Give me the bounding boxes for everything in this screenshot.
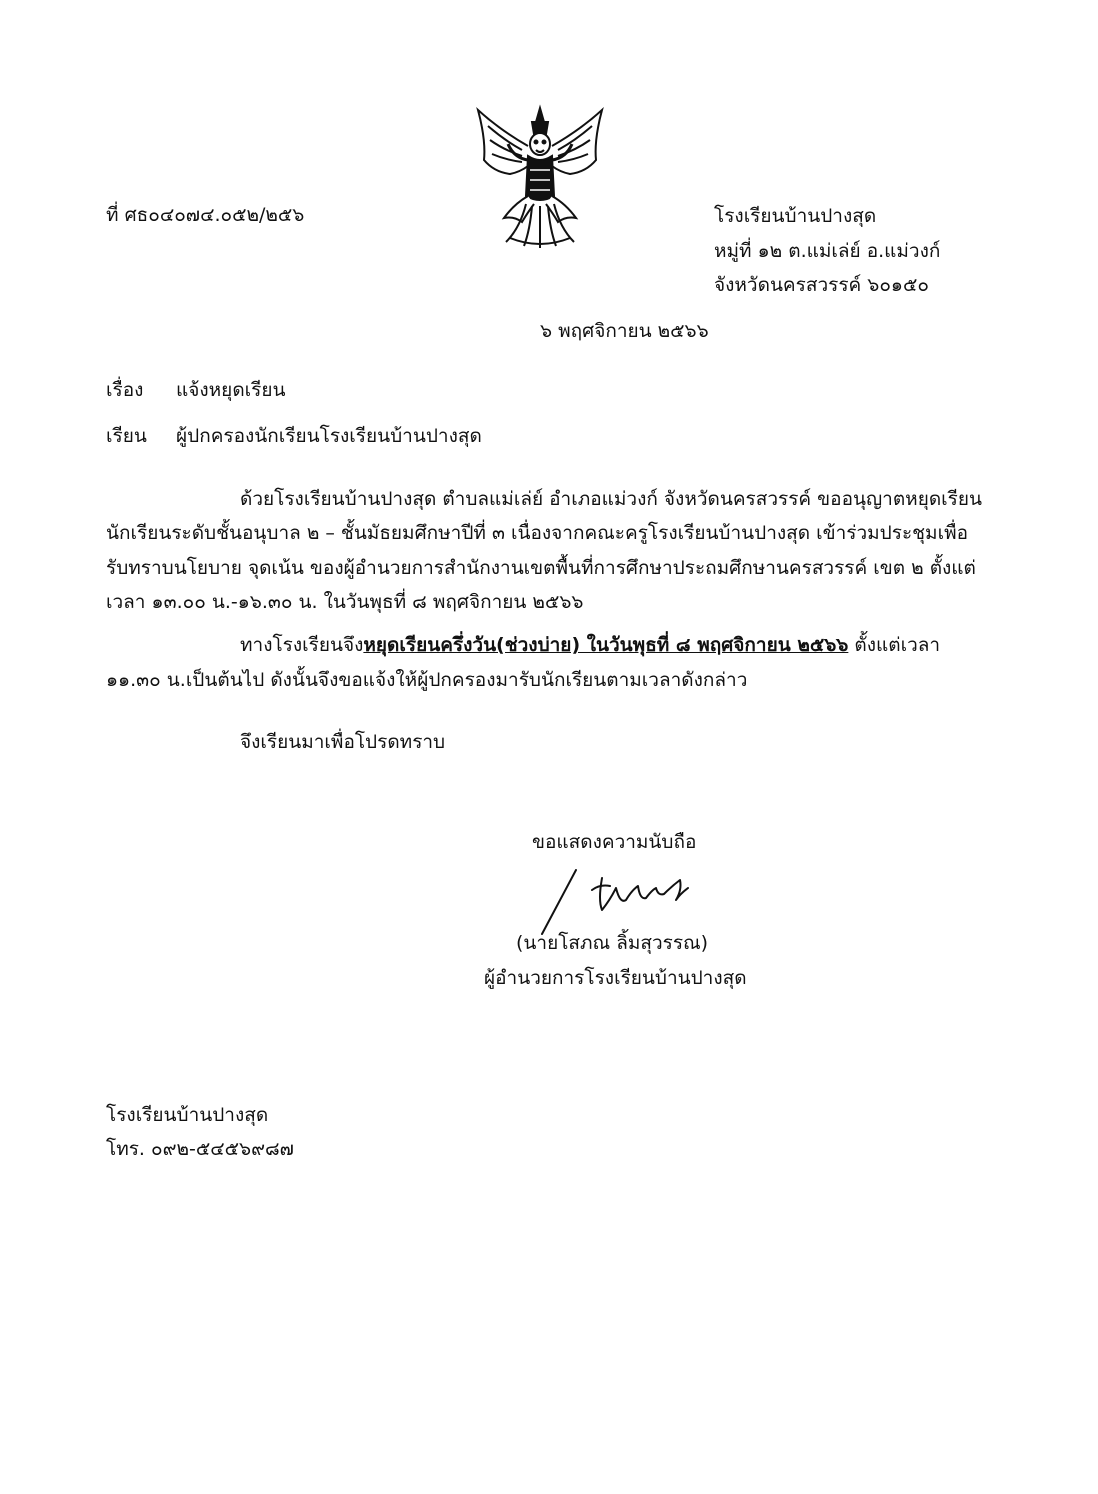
paragraph-2-prefix: ทางโรงเรียนจึง — [240, 634, 364, 656]
signatory-position: ผู้อำนวยการโรงเรียนบ้านปางสุด — [484, 967, 747, 989]
recipient-text: ผู้ปกครองนักเรียนโรงเรียนบ้านปางสุด — [176, 425, 482, 447]
reference-number: ที่ ศธ๐๔๐๗๔.๐๕๒/๒๕๖ — [106, 204, 305, 226]
paragraph-2-line-2: ๑๑.๓๐ น.เป็นต้นไป ดังนั้นจึงขอแจ้งให้ผู้ปกครองมารับนักเรียนตามเวลาดังกล่าว — [106, 669, 748, 691]
paragraph-1-line-2: นักเรียนระดับชั้นอนุบาล ๒ – ชั้นมัธยมศึกษาปีที่ ๓ เนื่องจากคณะครูโรงเรียนบ้านปางสุด เข้าร่วมประชุมเพื่อ — [106, 522, 969, 544]
school-province-line: จังหวัดนครสวรรค์ ๖๐๑๕๐ — [714, 274, 929, 296]
footer-school-name: โรงเรียนบ้านปางสุด — [106, 1104, 269, 1126]
footer-phone: โทร. ๐๙๒-๕๔๕๖๙๘๗ — [106, 1138, 294, 1160]
paragraph-2-suffix: ตั้งแต่เวลา — [848, 634, 941, 656]
letter-date: ๖ พฤศจิกายน ๒๕๖๖ — [540, 320, 709, 342]
school-address-line: หมู่ที่ ๑๒ ต.แม่เล่ย์ อ.แม่วงก์ — [714, 240, 941, 262]
school-name-address: โรงเรียนบ้านปางสุด — [714, 205, 877, 227]
subject-text: แจ้งหยุดเรียน — [176, 379, 286, 401]
signatory-name: (นายโสภณ ลิ้มสุวรรณ) — [516, 932, 709, 954]
recipient-label: เรียน — [106, 425, 147, 447]
handwritten-signature — [530, 860, 710, 940]
paragraph-1-line-3: รับทราบนโยบาย จุดเน้น ของผู้อำนวยการสำนักงานเขตพื้นที่การศึกษาประถมศึกษานครสวรรค์ เขต ๒ ตั้งแต่ — [106, 557, 976, 579]
paragraph-2-line-1 — [240, 632, 940, 658]
salutation: ขอแสดงความนับถือ — [532, 831, 697, 853]
closing-sentence: จึงเรียนมาเพื่อโปรดทราบ — [240, 731, 446, 753]
subject-label: เรื่อง — [106, 379, 144, 401]
paragraph-1-line-4: เวลา ๑๓.๐๐ น.-๑๖.๓๐ น. ในวันพุธที่ ๘ พฤศจิกายน ๒๕๖๖ — [106, 591, 584, 613]
garuda-emblem-icon — [470, 100, 610, 250]
paragraph-1-line-1: ด้วยโรงเรียนบ้านปางสุด ตำบลแม่เล่ย์ อำเภอแม่วงก์ จังหวัดนครสวรรค์ ขออนุญาตหยุดเรียน — [240, 488, 982, 510]
closure-announcement: หยุดเรียนครึ่งวัน(ช่วงบ่าย) ในวันพุธที่ ๘ พฤศจิกายน ๒๕๖๖ — [363, 634, 849, 656]
